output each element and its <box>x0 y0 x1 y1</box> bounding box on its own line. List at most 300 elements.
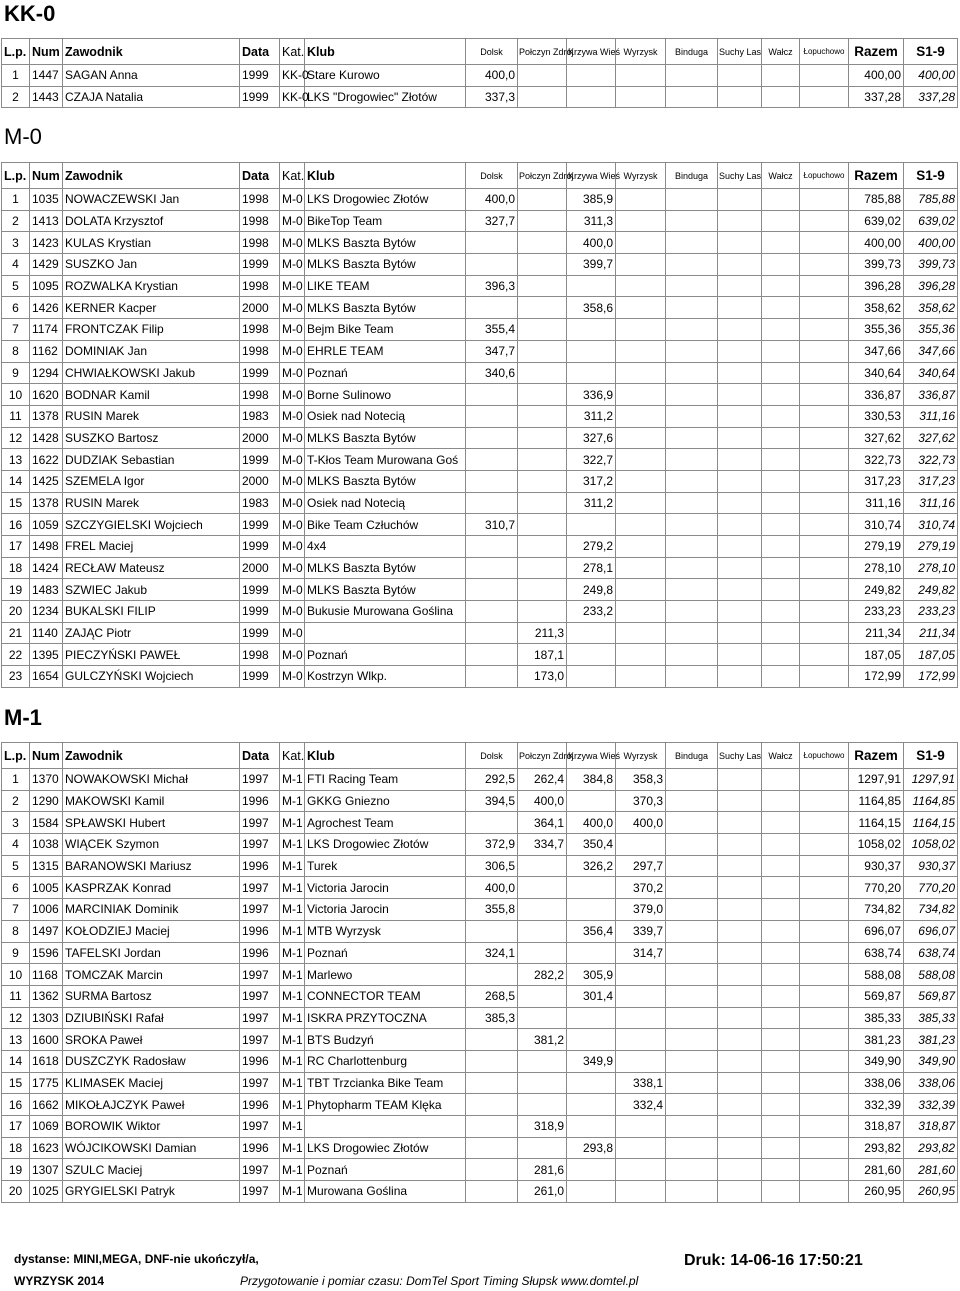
cell-lopuchowo <box>800 427 849 449</box>
cell-suchy-las <box>718 427 762 449</box>
cell-s19: 396,28 <box>904 275 958 297</box>
cell-klub: LKS Drogowiec Złotów <box>305 189 466 211</box>
cell-kat: M-0 <box>280 405 305 427</box>
cell-walcz <box>762 340 800 362</box>
cell-binduga <box>666 1029 718 1051</box>
cell-polczyn <box>518 557 567 579</box>
cell-lopuchowo <box>800 514 849 536</box>
cell-lp: 22 <box>2 644 30 666</box>
cell-suchy-las <box>718 275 762 297</box>
cell-krzywa: 311,2 <box>567 405 616 427</box>
cell-kat: M-0 <box>280 579 305 601</box>
footer-print-date: Druk: 14-06-16 17:50:21 <box>684 1252 863 1269</box>
table-row <box>2 1007 958 1029</box>
cell-polczyn: 211,3 <box>518 622 567 644</box>
cell-num: 1006 <box>30 899 63 921</box>
cell-num: 1234 <box>30 601 63 623</box>
cell-lopuchowo <box>800 666 849 688</box>
cell-lp: 4 <box>2 254 30 276</box>
cell-walcz <box>762 1094 800 1116</box>
cell-razem: 293,82 <box>849 1137 904 1159</box>
cell-dolsk: 355,8 <box>466 899 518 921</box>
cell-suchy-las <box>718 1181 762 1203</box>
cell-walcz <box>762 557 800 579</box>
cell-krzywa: 233,2 <box>567 601 616 623</box>
cell-razem: 349,90 <box>849 1050 904 1072</box>
cell-wyrzysk <box>616 985 666 1007</box>
cell-razem: 318,87 <box>849 1116 904 1138</box>
cell-wyrzysk <box>616 65 666 87</box>
cell-dolsk <box>466 666 518 688</box>
cell-data: 1997 <box>240 877 280 899</box>
cell-razem: 396,28 <box>849 275 904 297</box>
cell-binduga <box>666 964 718 986</box>
cell-s19: 381,23 <box>904 1029 958 1051</box>
cell-wyrzysk <box>616 492 666 514</box>
cell-lopuchowo <box>800 1007 849 1029</box>
cell-dolsk: 268,5 <box>466 985 518 1007</box>
cell-zawodnik: SZWIEC Jakub <box>63 579 240 601</box>
cell-zawodnik: SUSZKO Jan <box>63 254 240 276</box>
cell-polczyn <box>518 877 567 899</box>
cell-lp: 23 <box>2 666 30 688</box>
table-row <box>2 232 958 254</box>
cell-zawodnik: RECŁAW Mateusz <box>63 557 240 579</box>
cell-walcz <box>762 985 800 1007</box>
cell-klub: Marlewo <box>305 964 466 986</box>
cell-klub: GKKG Gniezno <box>305 790 466 812</box>
cell-razem: 770,20 <box>849 877 904 899</box>
cell-razem: 347,66 <box>849 340 904 362</box>
cell-dolsk <box>466 492 518 514</box>
cell-walcz <box>762 1159 800 1181</box>
cell-data: 1997 <box>240 1007 280 1029</box>
cell-zawodnik: SROKA Paweł <box>63 1029 240 1051</box>
cell-zawodnik: WIĄCEK Szymon <box>63 834 240 856</box>
cell-num: 1600 <box>30 1029 63 1051</box>
cell-data: 1998 <box>240 644 280 666</box>
table-row <box>2 319 958 341</box>
cell-walcz <box>762 362 800 384</box>
cell-kat: M-0 <box>280 297 305 319</box>
cell-zawodnik: SURMA Bartosz <box>63 985 240 1007</box>
table-row <box>2 1050 958 1072</box>
table-row <box>2 189 958 211</box>
header-polczyn: Połczyn Zdrój <box>518 163 567 189</box>
cell-wyrzysk <box>616 1050 666 1072</box>
cell-krzywa: 399,7 <box>567 254 616 276</box>
cell-klub: Victoria Jarocin <box>305 877 466 899</box>
cell-kat: M-0 <box>280 275 305 297</box>
header-s19: S1-9 <box>904 39 958 65</box>
cell-wyrzysk <box>616 427 666 449</box>
cell-klub: EHRLE TEAM <box>305 340 466 362</box>
cell-kat: M-1 <box>280 790 305 812</box>
cell-kat: M-0 <box>280 254 305 276</box>
cell-razem: 311,16 <box>849 492 904 514</box>
cell-kat: M-0 <box>280 232 305 254</box>
cell-binduga <box>666 275 718 297</box>
cell-lopuchowo <box>800 855 849 877</box>
cell-wyrzysk <box>616 1029 666 1051</box>
header-klub: Klub <box>305 743 466 769</box>
cell-razem: 211,34 <box>849 622 904 644</box>
cell-krzywa <box>567 1159 616 1181</box>
cell-zawodnik: SPŁAWSKI Hubert <box>63 812 240 834</box>
cell-lopuchowo <box>800 790 849 812</box>
cell-dolsk <box>466 601 518 623</box>
cell-walcz <box>762 899 800 921</box>
cell-polczyn <box>518 275 567 297</box>
cell-s19: 311,16 <box>904 492 958 514</box>
cell-krzywa <box>567 340 616 362</box>
cell-dolsk <box>466 812 518 834</box>
cell-polczyn <box>518 1007 567 1029</box>
cell-data: 1999 <box>240 362 280 384</box>
cell-binduga <box>666 834 718 856</box>
cell-wyrzysk <box>616 557 666 579</box>
cell-lopuchowo <box>800 1050 849 1072</box>
cell-s19: 317,23 <box>904 470 958 492</box>
cell-zawodnik: SZULC Maciej <box>63 1159 240 1181</box>
cell-lp: 9 <box>2 942 30 964</box>
cell-kat: M-1 <box>280 855 305 877</box>
cell-polczyn <box>518 340 567 362</box>
cell-data: 1999 <box>240 579 280 601</box>
cell-krzywa: 358,6 <box>567 297 616 319</box>
cell-krzywa: 400,0 <box>567 232 616 254</box>
cell-lp: 12 <box>2 427 30 449</box>
cell-lopuchowo <box>800 769 849 791</box>
cell-polczyn <box>518 1094 567 1116</box>
cell-polczyn: 334,7 <box>518 834 567 856</box>
cell-dolsk <box>466 449 518 471</box>
cell-klub: Poznań <box>305 1159 466 1181</box>
cell-zawodnik: DUSZCZYK Radosław <box>63 1050 240 1072</box>
cell-krzywa <box>567 65 616 87</box>
cell-num: 1483 <box>30 579 63 601</box>
cell-data: 1997 <box>240 1116 280 1138</box>
cell-kat: KK-0 <box>280 65 305 87</box>
cell-dolsk: 327,7 <box>466 210 518 232</box>
cell-razem: 358,62 <box>849 297 904 319</box>
cell-krzywa <box>567 942 616 964</box>
cell-razem: 187,05 <box>849 644 904 666</box>
cell-klub: FTI Racing Team <box>305 769 466 791</box>
cell-num: 1622 <box>30 449 63 471</box>
header-lp: L.p. <box>2 743 30 769</box>
cell-binduga <box>666 855 718 877</box>
category-title-kk0: KK-0 <box>4 1 56 26</box>
cell-binduga <box>666 601 718 623</box>
cell-kat: M-0 <box>280 210 305 232</box>
cell-data: 2000 <box>240 557 280 579</box>
cell-data: 1999 <box>240 514 280 536</box>
cell-num: 1447 <box>30 65 63 87</box>
header-krzywa: Krzywa Wieś <box>567 743 616 769</box>
cell-klub: MTB Wyrzysk <box>305 920 466 942</box>
cell-zawodnik: CZAJA Natalia <box>63 86 240 108</box>
cell-polczyn: 400,0 <box>518 790 567 812</box>
cell-binduga <box>666 790 718 812</box>
cell-zawodnik: DOMINIAK Jan <box>63 340 240 362</box>
cell-s19: 310,74 <box>904 514 958 536</box>
cell-klub: TBT Trzcianka Bike Team <box>305 1072 466 1094</box>
cell-lopuchowo <box>800 899 849 921</box>
cell-binduga <box>666 1072 718 1094</box>
cell-walcz <box>762 855 800 877</box>
cell-binduga <box>666 920 718 942</box>
cell-zawodnik: BODNAR Kamil <box>63 384 240 406</box>
cell-zawodnik: KASPRZAK Konrad <box>63 877 240 899</box>
cell-num: 1497 <box>30 920 63 942</box>
cell-data: 2000 <box>240 297 280 319</box>
cell-klub: Kostrzyn Wlkp. <box>305 666 466 688</box>
cell-lp: 20 <box>2 1181 30 1203</box>
cell-razem: 639,02 <box>849 210 904 232</box>
cell-dolsk <box>466 644 518 666</box>
cell-walcz <box>762 579 800 601</box>
cell-suchy-las <box>718 65 762 87</box>
cell-suchy-las <box>718 855 762 877</box>
cell-s19: 278,10 <box>904 557 958 579</box>
cell-klub: Poznań <box>305 362 466 384</box>
cell-num: 1662 <box>30 1094 63 1116</box>
cell-s19: 349,90 <box>904 1050 958 1072</box>
cell-krzywa <box>567 790 616 812</box>
cell-binduga <box>666 769 718 791</box>
table-row <box>2 492 958 514</box>
cell-dolsk: 394,5 <box>466 790 518 812</box>
cell-lp: 2 <box>2 210 30 232</box>
cell-razem: 638,74 <box>849 942 904 964</box>
cell-kat: M-1 <box>280 1181 305 1203</box>
cell-polczyn: 364,1 <box>518 812 567 834</box>
cell-dolsk <box>466 384 518 406</box>
cell-wyrzysk: 379,0 <box>616 899 666 921</box>
cell-zawodnik: KERNER Kacper <box>63 297 240 319</box>
cell-suchy-las <box>718 514 762 536</box>
cell-suchy-las <box>718 189 762 211</box>
cell-walcz <box>762 449 800 471</box>
cell-zawodnik: NOWAKOWSKI Michał <box>63 769 240 791</box>
cell-walcz <box>762 319 800 341</box>
cell-wyrzysk <box>616 275 666 297</box>
cell-polczyn: 282,2 <box>518 964 567 986</box>
cell-klub: MLKS Baszta Bytów <box>305 579 466 601</box>
table-row <box>2 427 958 449</box>
cell-razem: 172,99 <box>849 666 904 688</box>
cell-s19: 293,82 <box>904 1137 958 1159</box>
cell-lopuchowo <box>800 622 849 644</box>
cell-walcz <box>762 601 800 623</box>
cell-walcz <box>762 877 800 899</box>
cell-s19: 588,08 <box>904 964 958 986</box>
cell-zawodnik: TAFELSKI Jordan <box>63 942 240 964</box>
category-title-m1: M-1 <box>4 705 42 730</box>
cell-walcz <box>762 492 800 514</box>
cell-num: 1378 <box>30 492 63 514</box>
header-kat: Kat. <box>280 39 305 65</box>
cell-s19: 337,28 <box>904 86 958 108</box>
header-lopuchowo: Łopuchowo <box>800 163 849 189</box>
cell-klub <box>305 622 466 644</box>
cell-lopuchowo <box>800 1094 849 1116</box>
cell-lp: 17 <box>2 536 30 558</box>
cell-razem: 322,73 <box>849 449 904 471</box>
cell-dolsk: 385,3 <box>466 1007 518 1029</box>
cell-suchy-las <box>718 297 762 319</box>
cell-lopuchowo <box>800 297 849 319</box>
cell-razem: 588,08 <box>849 964 904 986</box>
cell-num: 1370 <box>30 769 63 791</box>
cell-s19: 639,02 <box>904 210 958 232</box>
cell-razem: 399,73 <box>849 254 904 276</box>
cell-krzywa: 293,8 <box>567 1137 616 1159</box>
cell-wyrzysk <box>616 1116 666 1138</box>
cell-binduga <box>666 942 718 964</box>
cell-s19: 211,34 <box>904 622 958 644</box>
cell-suchy-las <box>718 340 762 362</box>
cell-dolsk <box>466 964 518 986</box>
cell-krzywa <box>567 1094 616 1116</box>
cell-krzywa: 384,8 <box>567 769 616 791</box>
cell-polczyn <box>518 899 567 921</box>
table-row <box>2 1159 958 1181</box>
cell-kat: M-0 <box>280 557 305 579</box>
cell-zawodnik: SUSZKO Bartosz <box>63 427 240 449</box>
cell-binduga <box>666 1116 718 1138</box>
cell-binduga <box>666 579 718 601</box>
cell-lp: 8 <box>2 340 30 362</box>
cell-wyrzysk <box>616 86 666 108</box>
cell-suchy-las <box>718 666 762 688</box>
cell-wyrzysk: 332,4 <box>616 1094 666 1116</box>
cell-lopuchowo <box>800 384 849 406</box>
cell-lp: 1 <box>2 189 30 211</box>
cell-data: 1983 <box>240 405 280 427</box>
cell-lp: 8 <box>2 920 30 942</box>
cell-s19: 347,66 <box>904 340 958 362</box>
cell-lp: 16 <box>2 514 30 536</box>
cell-wyrzysk <box>616 514 666 536</box>
cell-razem: 355,36 <box>849 319 904 341</box>
cell-polczyn: 381,2 <box>518 1029 567 1051</box>
cell-data: 1997 <box>240 1029 280 1051</box>
cell-dolsk: 400,0 <box>466 877 518 899</box>
cell-zawodnik: DUDZIAK Sebastian <box>63 449 240 471</box>
header-krzywa: Krzywa Wieś <box>567 39 616 65</box>
cell-lopuchowo <box>800 232 849 254</box>
cell-lopuchowo <box>800 536 849 558</box>
cell-klub: LIKE TEAM <box>305 275 466 297</box>
cell-razem: 260,95 <box>849 1181 904 1203</box>
footer-legend: dystanse: MINI,MEGA, DNF-nie ukończył/a, <box>14 1252 259 1266</box>
header-razem: Razem <box>849 39 904 65</box>
cell-polczyn <box>518 492 567 514</box>
cell-dolsk: 347,7 <box>466 340 518 362</box>
cell-lopuchowo <box>800 449 849 471</box>
cell-razem: 330,53 <box>849 405 904 427</box>
cell-wyrzysk <box>616 1181 666 1203</box>
cell-suchy-las <box>718 536 762 558</box>
cell-lp: 12 <box>2 1007 30 1029</box>
cell-krzywa: 327,6 <box>567 427 616 449</box>
header-kat: Kat. <box>280 163 305 189</box>
cell-lp: 13 <box>2 449 30 471</box>
cell-polczyn: 262,4 <box>518 769 567 791</box>
cell-krzywa: 301,4 <box>567 985 616 1007</box>
table-row <box>2 1072 958 1094</box>
cell-zawodnik: BOROWIK Wiktor <box>63 1116 240 1138</box>
cell-num: 1290 <box>30 790 63 812</box>
cell-klub: MLKS Baszta Bytów <box>305 254 466 276</box>
cell-wyrzysk <box>616 601 666 623</box>
cell-dolsk: 310,7 <box>466 514 518 536</box>
table-row <box>2 812 958 834</box>
results-table-kk0 <box>1 38 958 108</box>
cell-krzywa <box>567 877 616 899</box>
cell-polczyn <box>518 855 567 877</box>
cell-lopuchowo <box>800 275 849 297</box>
cell-num: 1378 <box>30 405 63 427</box>
cell-s19: 734,82 <box>904 899 958 921</box>
cell-num: 1429 <box>30 254 63 276</box>
cell-walcz <box>762 964 800 986</box>
header-data: Data <box>240 743 280 769</box>
cell-kat: M-1 <box>280 1116 305 1138</box>
table-row <box>2 834 958 856</box>
cell-kat: M-0 <box>280 449 305 471</box>
header-num: Num <box>30 163 63 189</box>
cell-s19: 1297,91 <box>904 769 958 791</box>
cell-suchy-las <box>718 557 762 579</box>
table-row <box>2 942 958 964</box>
header-lp: L.p. <box>2 163 30 189</box>
cell-lopuchowo <box>800 1072 849 1094</box>
cell-dolsk: 324,1 <box>466 942 518 964</box>
cell-data: 1997 <box>240 769 280 791</box>
cell-suchy-las <box>718 232 762 254</box>
cell-lopuchowo <box>800 812 849 834</box>
cell-razem: 1164,85 <box>849 790 904 812</box>
cell-s19: 318,87 <box>904 1116 958 1138</box>
cell-polczyn <box>518 514 567 536</box>
cell-suchy-las <box>718 985 762 1007</box>
cell-data: 1998 <box>240 232 280 254</box>
cell-walcz <box>762 65 800 87</box>
cell-suchy-las <box>718 86 762 108</box>
cell-lp: 7 <box>2 899 30 921</box>
cell-suchy-las <box>718 384 762 406</box>
cell-walcz <box>762 666 800 688</box>
cell-polczyn <box>518 579 567 601</box>
cell-wyrzysk <box>616 644 666 666</box>
cell-krzywa <box>567 1029 616 1051</box>
cell-razem: 337,28 <box>849 86 904 108</box>
cell-wyrzysk: 314,7 <box>616 942 666 964</box>
cell-razem: 569,87 <box>849 985 904 1007</box>
cell-data: 1996 <box>240 1050 280 1072</box>
cell-klub: Turek <box>305 855 466 877</box>
cell-dolsk <box>466 920 518 942</box>
cell-lopuchowo <box>800 189 849 211</box>
cell-razem: 279,19 <box>849 536 904 558</box>
cell-num: 1035 <box>30 189 63 211</box>
cell-kat: M-0 <box>280 319 305 341</box>
cell-data: 1999 <box>240 536 280 558</box>
cell-walcz <box>762 427 800 449</box>
